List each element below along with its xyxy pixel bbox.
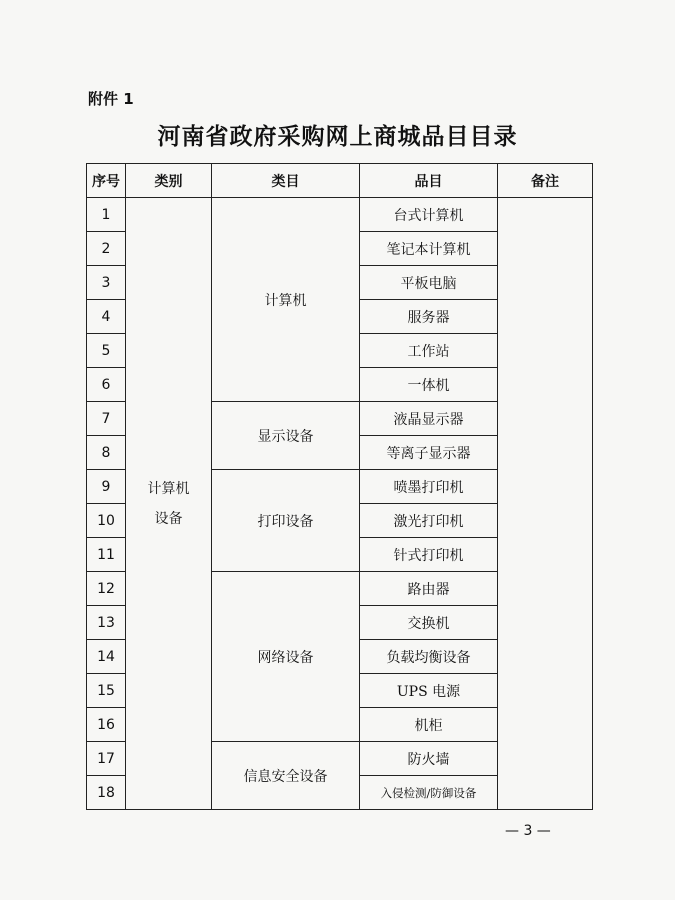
item-cell: 工作站 [360,334,498,368]
table-row [87,198,593,232]
row-number: 17 [87,742,126,776]
table-header-row [87,164,593,198]
item-cell: 平板电脑 [360,266,498,300]
item-cell: UPS 电源 [360,674,498,708]
row-number: 4 [87,300,126,334]
item-cell: 一体机 [360,368,498,402]
row-number: 15 [87,674,126,708]
item-cell: 液晶显示器 [360,402,498,436]
remark-cell [498,198,593,810]
row-number: 13 [87,606,126,640]
row-number: 18 [87,776,126,810]
subcategory-display: 显示设备 [212,402,360,470]
subcategory-network: 网络设备 [212,572,360,742]
item-cell: 入侵检测/防御设备 [360,776,498,810]
item-cell: 防火墙 [360,742,498,776]
row-number: 11 [87,538,126,572]
item-cell: 路由器 [360,572,498,606]
item-cell: 台式计算机 [360,198,498,232]
page-title: 河南省政府采购网上商城品目目录 [157,124,518,150]
subcategory-printing: 打印设备 [212,470,360,572]
row-number: 5 [87,334,126,368]
header-item: 品目 [360,164,498,198]
header-remark: 备注 [498,164,593,198]
row-number: 14 [87,640,126,674]
row-number: 7 [87,402,126,436]
row-number: 1 [87,198,126,232]
catalog-table [86,163,593,810]
category-line-2: 设备 [154,510,183,527]
row-number: 10 [87,504,126,538]
header-no: 序号 [87,164,126,198]
row-number: 16 [87,708,126,742]
item-cell: 交换机 [360,606,498,640]
row-number: 8 [87,436,126,470]
item-cell: 服务器 [360,300,498,334]
category-cell [126,198,212,810]
subcategory-computer: 计算机 [212,198,360,402]
header-category: 类别 [126,164,212,198]
header-subcategory: 类目 [212,164,360,198]
item-cell: 激光打印机 [360,504,498,538]
item-cell: 笔记本计算机 [360,232,498,266]
row-number: 2 [87,232,126,266]
row-number: 3 [87,266,126,300]
item-cell: 机柜 [360,708,498,742]
subcategory-security: 信息安全设备 [212,742,360,810]
item-cell: 负载均衡设备 [360,640,498,674]
row-number: 6 [87,368,126,402]
page-number: — 3 — [505,823,551,839]
attachment-label: 附件 1 [88,90,134,108]
item-cell: 喷墨打印机 [360,470,498,504]
row-number: 12 [87,572,126,606]
row-number: 9 [87,470,126,504]
item-cell: 等离子显示器 [360,436,498,470]
item-cell: 针式打印机 [360,538,498,572]
category-line-1: 计算机 [147,480,190,497]
